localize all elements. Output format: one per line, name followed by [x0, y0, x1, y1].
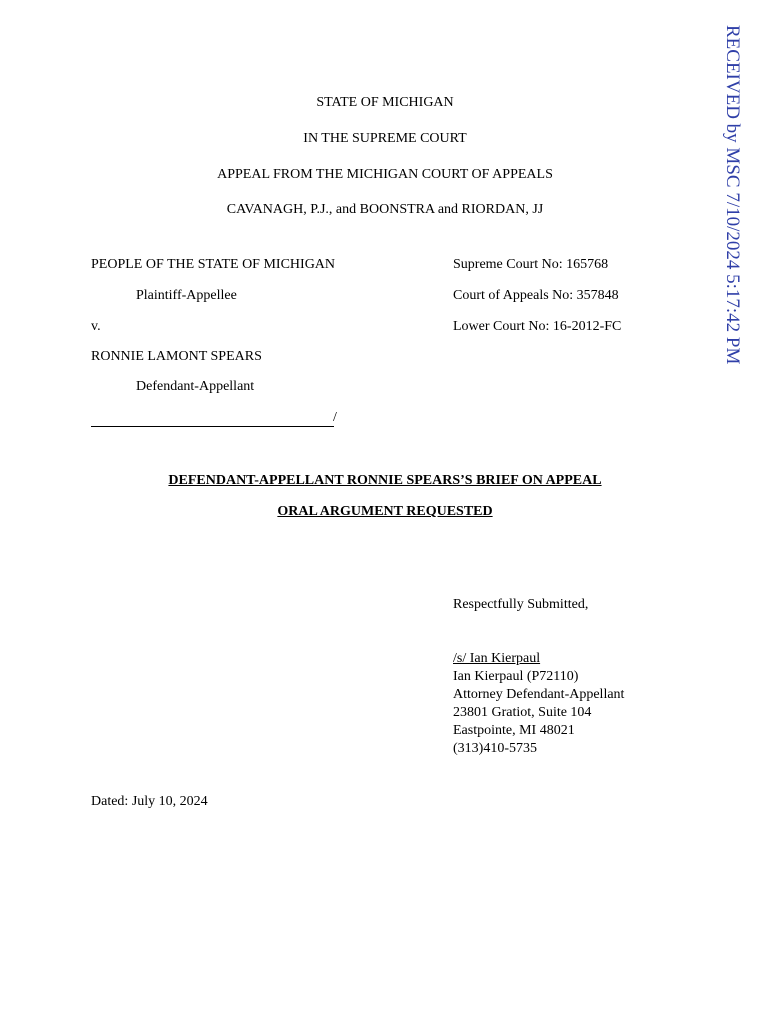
supreme-court-number: Supreme Court No: 165768 — [453, 257, 609, 272]
signature: /s/ Ian Kierpaul — [453, 651, 541, 666]
phone: (313)410-5735 — [453, 741, 537, 756]
brief-title: DEFENDANT-APPELLANT RONNIE SPEARS’S BRIEF ON APPEAL — [168, 473, 602, 488]
attorney-role: Attorney Defendant-Appellant — [453, 687, 625, 702]
received-stamp: RECEIVED by MSC 7/10/2024 5:17:42 PM — [722, 25, 743, 365]
versus: v. — [91, 319, 101, 334]
defendant-name: RONNIE LAMONT SPEARS — [91, 349, 262, 364]
address-line-2: Eastpointe, MI 48021 — [453, 723, 575, 738]
header-state: STATE OF MICHIGAN — [316, 95, 454, 110]
caption-slash: / — [333, 410, 337, 425]
caption-rule — [91, 412, 334, 427]
plaintiff-role: Plaintiff-Appellee — [136, 288, 237, 303]
header-judges: CAVANAGH, P.J., and BOONSTRA and RIORDAN, JJ — [226, 202, 544, 217]
closing: Respectfully Submitted, — [453, 597, 589, 612]
address-line-1: 23801 Gratiot, Suite 104 — [453, 705, 592, 720]
signature-block — [453, 650, 624, 758]
oral-argument-requested: ORAL ARGUMENT REQUESTED — [277, 504, 493, 519]
attorney-name: Ian Kierpaul (P72110) — [453, 669, 579, 684]
header-court: IN THE SUPREME COURT — [303, 131, 467, 146]
plaintiff-name: PEOPLE OF THE STATE OF MICHIGAN — [91, 257, 336, 272]
defendant-role: Defendant-Appellant — [136, 379, 255, 394]
court-of-appeals-number: Court of Appeals No: 357848 — [453, 288, 619, 303]
lower-court-number: Lower Court No: 16-2012-FC — [453, 319, 622, 334]
header-appeal: APPEAL FROM THE MICHIGAN COURT OF APPEALS — [217, 167, 553, 182]
dated-line: Dated: July 10, 2024 — [91, 794, 208, 809]
